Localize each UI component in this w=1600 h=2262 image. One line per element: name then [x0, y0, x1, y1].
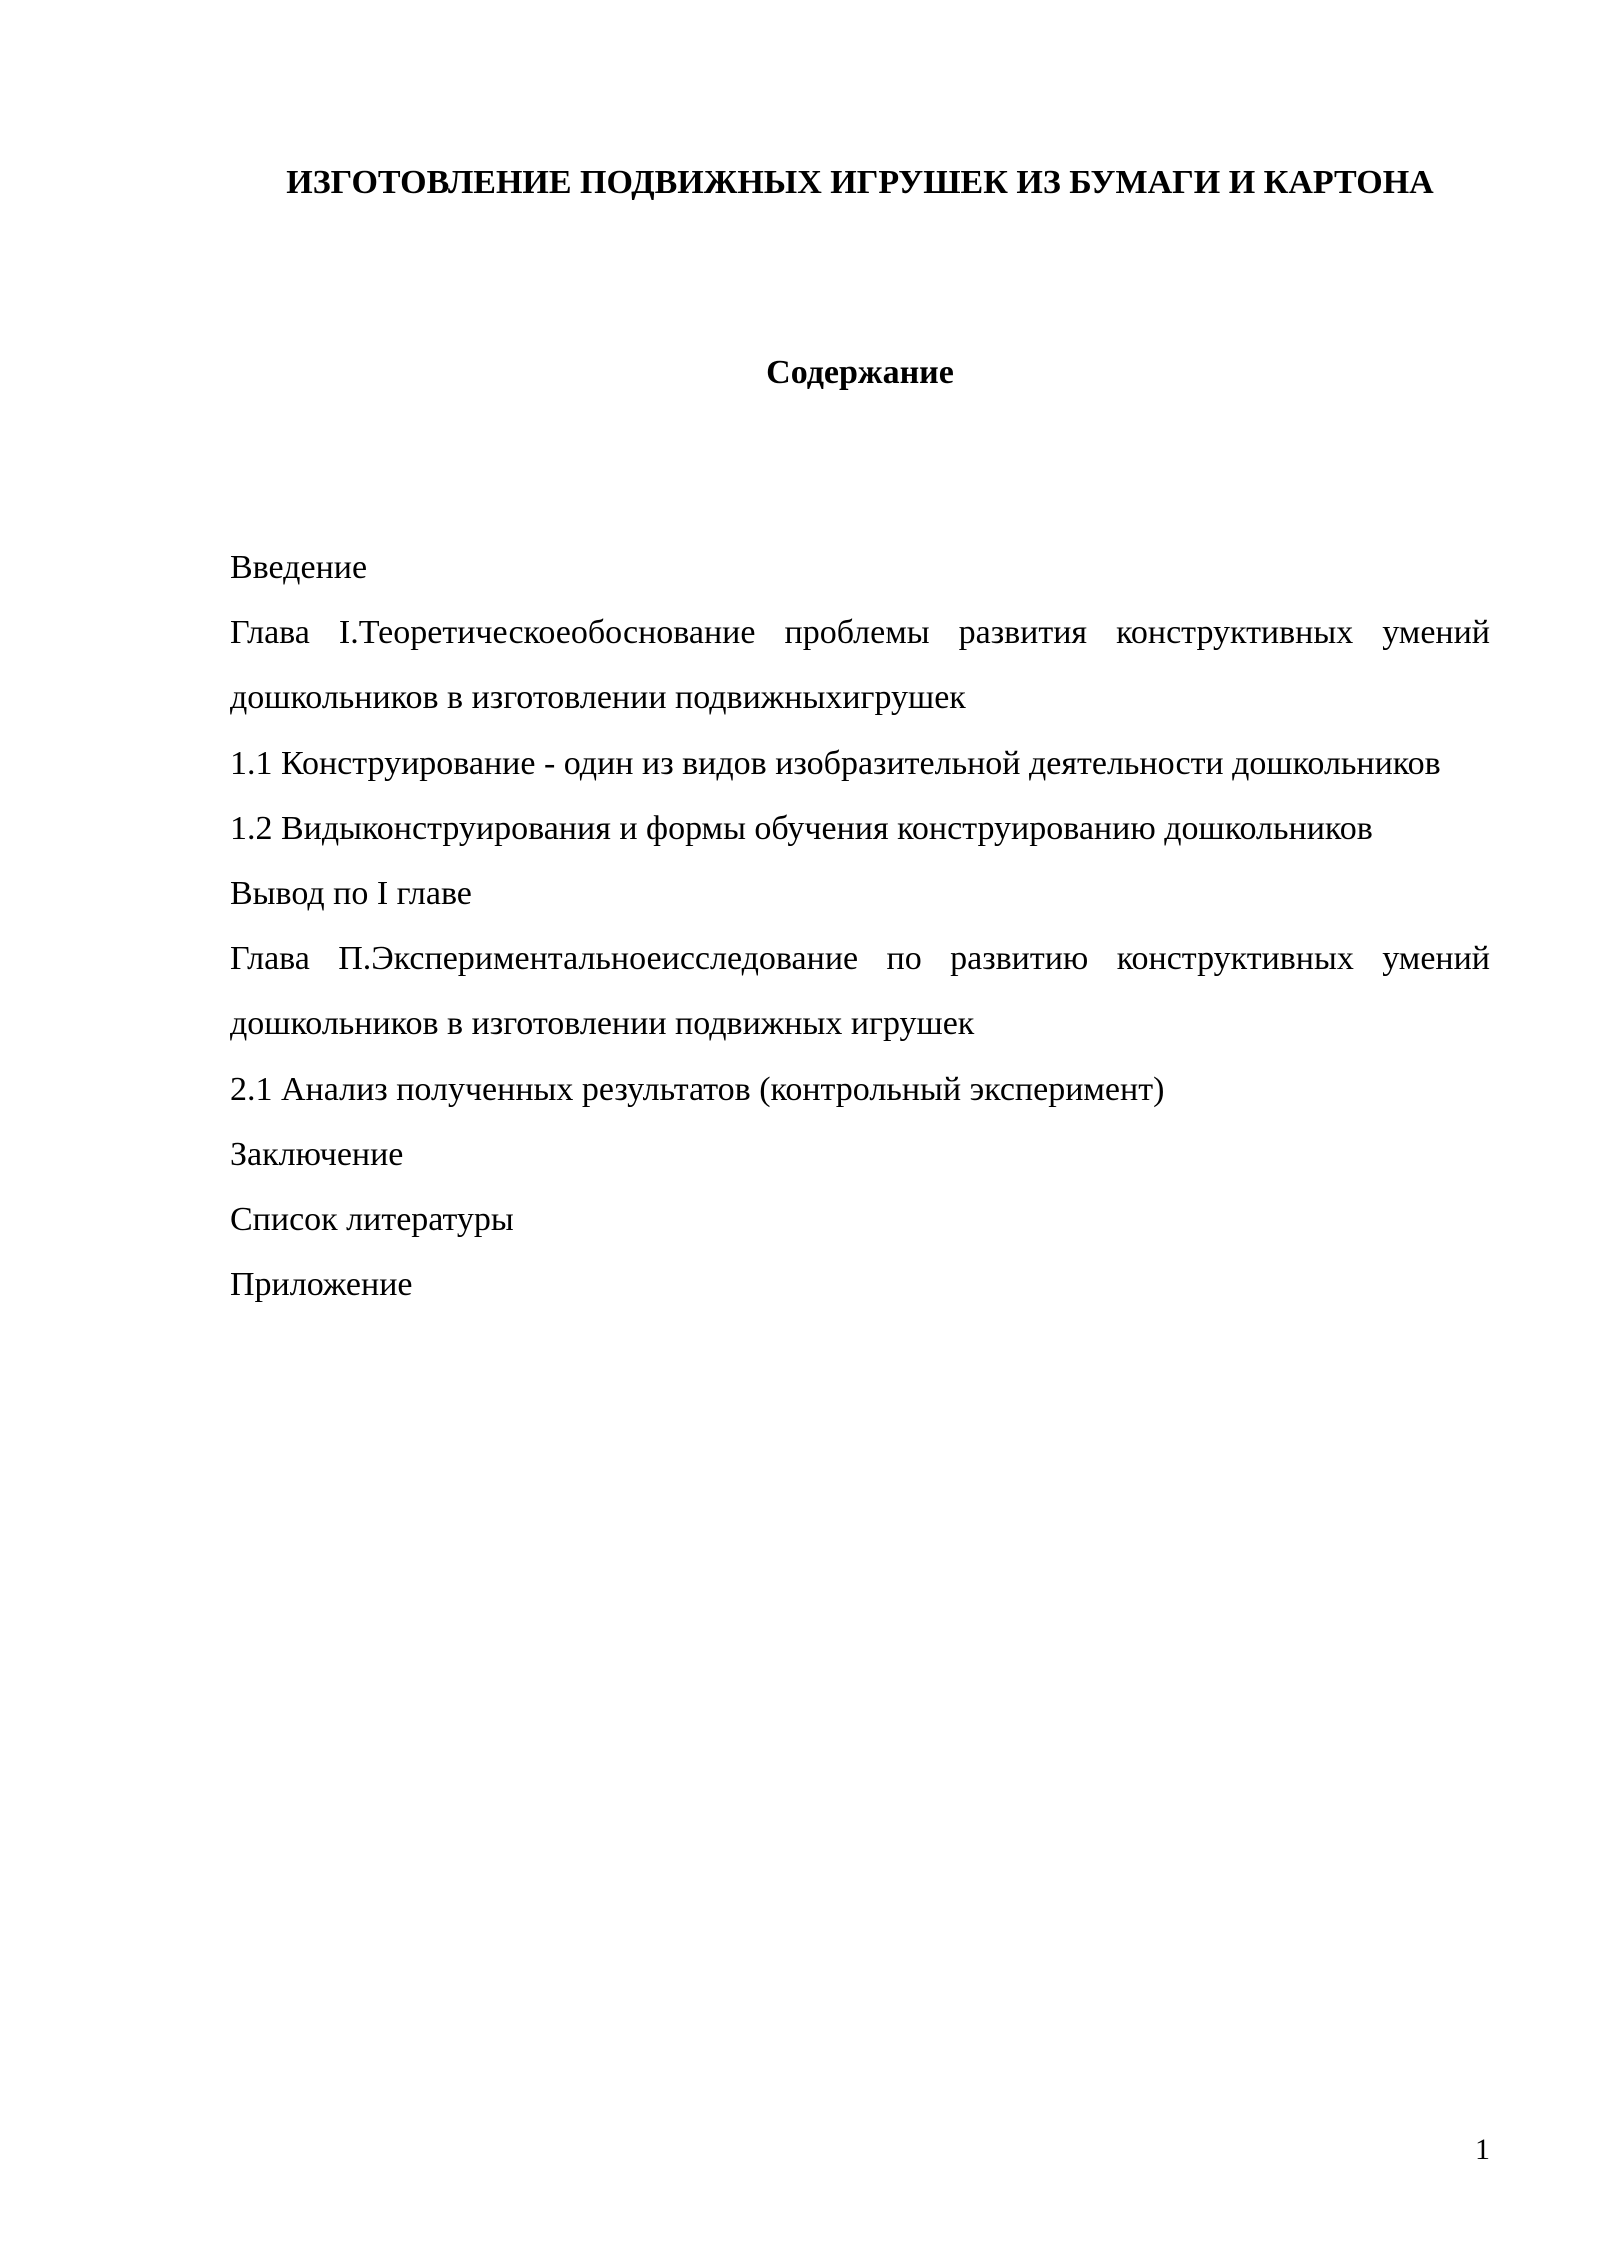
toc-heading: Содержание [766, 354, 954, 391]
toc-entry-introduction: Введение [230, 549, 368, 586]
table-of-contents [230, 535, 1490, 1317]
toc-entry-section-1-2: 1.2 Видыконструирования и формы обучения конструированию дошкольников [230, 809, 1373, 847]
toc-entry-chapter-1: Глава I.Теоретическоеобоснование проблемы развития конструктивных умений дошкольников в изготовлении подвижныхигрушек [230, 614, 1490, 717]
page-number: 1 [1475, 2133, 1490, 2166]
toc-entry-chapter-2: Глава П.Экспериментальноеисследование по развитию конструктивных умений дошкольников в изготовлении подвижных игрушек [230, 940, 1490, 1043]
toc-entry-section-1-1: 1.1 Конструирование - один из видов изобразительной деятельности дошкольников [230, 744, 1441, 782]
toc-entry-conclusion: Заключение [230, 1135, 404, 1173]
toc-entry-appendix: Приложение [230, 1266, 413, 1304]
document-title: ИЗГОТОВЛЕНИЕ ПОДВИЖНЫХ ИГРУШЕК ИЗ БУМАГИ И КАРТОНА [286, 164, 1434, 201]
toc-entry-chapter-1-conclusion: Вывод по I главе [230, 875, 472, 913]
toc-entry-section-2-1: 2.1 Анализ полученных результатов (контрольный эксперимент) [230, 1070, 1165, 1108]
toc-entry-bibliography: Список литературы [230, 1201, 514, 1239]
